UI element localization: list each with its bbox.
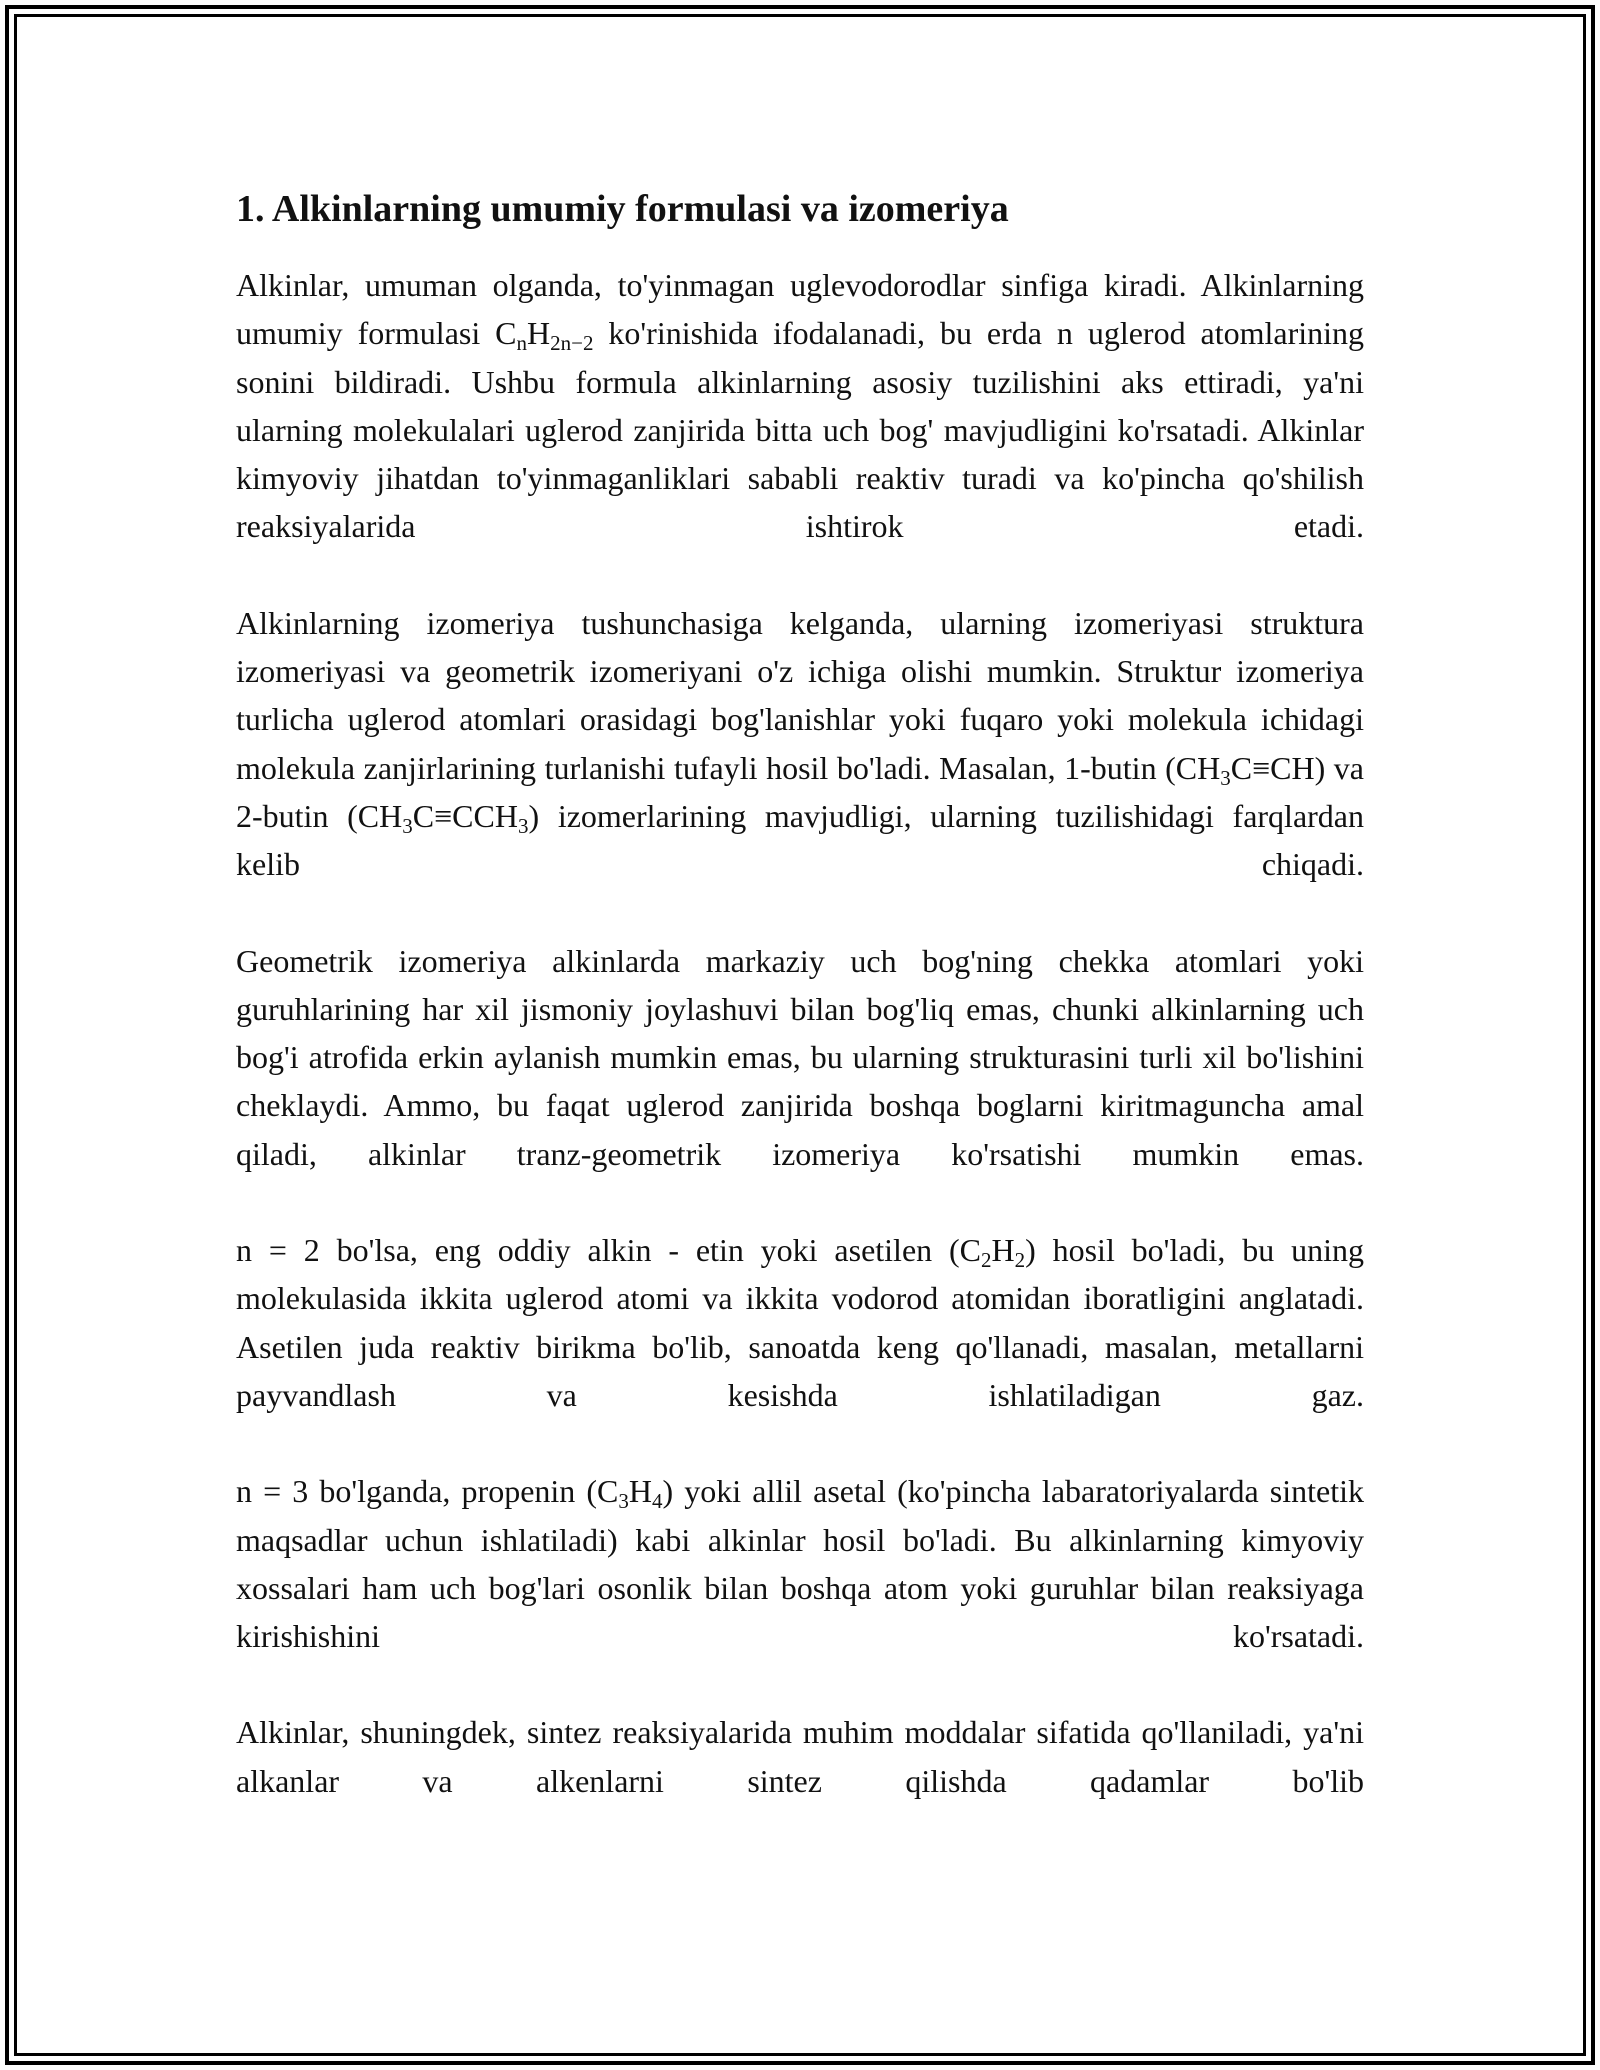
paragraph-acetylene: n = 2 bo'lsa, eng oddiy alkin - etin yoki asetilen $(C_2H_2)$ hosil bo'ladi, bu uning molekulasida ikkita uglerod atomi va ikkita vodorod atomidan iboratligini anglatadi. Asetilen juda reaktiv birikma bo'lib, sanoatda keng qo'llanadi, masalan, metallarni payvandlash va kesishda ishlatiladigan gaz. bbox=[236, 1232, 1364, 1413]
paragraph-structural-isomerism: Alkinlarning izomeriya tushunchasiga kelganda, ularning izomeriyasi struktura izomeriyasi va geometrik izomeriyani o'z ichiga olishi mumkin. Struktur izomeriya turlicha uglerod atomlari orasidagi bog'lanishlar yoki fuqaro yoki molekula ichidagi molekula zanjirlarining turlanishi tufayli hosil bo'ladi. Masalan, 1-butin $(CH_3C\equiv CH)$ va 2-butin $(CH_3C\equiv CCH_3)$ izomerlarining mavjudligi, ularning tuzilishidagi farqlardan kelib chiqadi. bbox=[236, 604, 1365, 883]
paragraph-geometric-isomerism: Geometrik izomeriya alkinlarda markaziy uch bog'ning chekka atomlari yoki guruhlarining har xil jismoniy joylashuvi bilan bog'liq emas, chunki alkinlarning uch bog'i atrofida erkin aylanish mumkin emas, bu ularning strukturasini turli xil bo'lishini cheklaydi. Ammo, bu faqat uglerod zanjirida boshqa boglarni kiritmaguncha amal qiladi, alkinlar tranz-geometrik izomeriya ko'rsatishi mumkin emas. bbox=[236, 942, 1364, 1172]
section-heading: 1. Alkinlarning umumiy formulasi va izomeriya bbox=[236, 188, 1009, 230]
paragraph-synthesis: Alkinlar, shuningdek, sintez reaksiyalarida muhim moddalar sifatida qo'llaniladi, ya'ni alkanlar va alkenlarni sintez qilishda qadamlar bo'lib bbox=[236, 1714, 1364, 1799]
document-body bbox=[236, 185, 1364, 1805]
paragraph-propyne: n = 3 bo'lganda, propenin $(C_3H_4)$ yoki allil asetal (ko'pincha labaratoriyalarda sintetik maqsadlar uchun ishlatiladi) kabi alkinlar hosil bo'ladi. Bu alkinlarning kimyoviy xossalari ham uch bog'lari osonlik bilan boshqa atom yoki guruhlar bilan reaksiyaga kirishishini ko'rsatadi. bbox=[236, 1473, 1365, 1655]
paragraph-general-formula: Alkinlar, umuman olganda, to'yinmagan uglevodorodlar sinfiga kiradi. Alkinlarning umumiy formulasi $C_nH_{2n-2}$ ko'rinishida ifodalanadi, bu erda n uglerod atomlarining sonini bildiradi. Ushbu formula alkinlarning asosiy tuzilishini aks ettiradi, ya'ni ularning molekulalari uglerod zanjirida bitta uch bog' mavjudligini ko'rsatadi. Alkinlar kimyoviy jihatdan to'yinmaganliklari sababli reaktiv turadi va ko'pincha qo'shilish reaksiyalarida ishtirok etadi. bbox=[236, 267, 1365, 545]
